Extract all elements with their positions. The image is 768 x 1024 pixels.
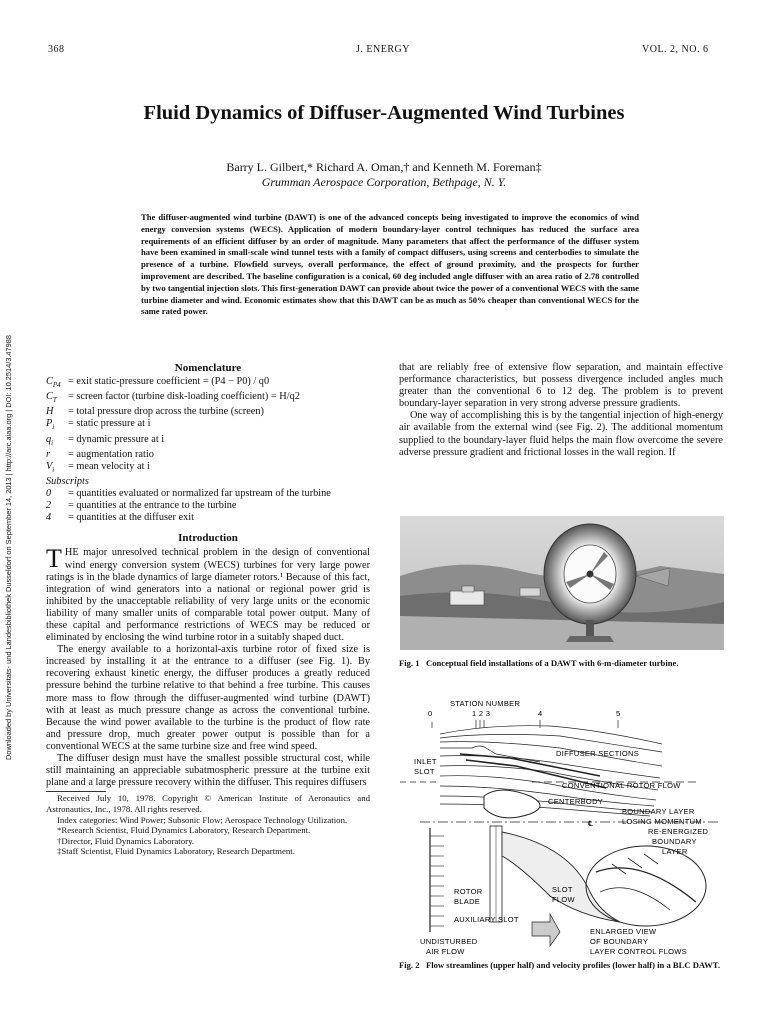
figure-1 — [400, 516, 724, 650]
station-123: 1 2 3 — [472, 709, 491, 718]
subscript-item: 4 = quantities at the diffuser exit — [46, 512, 195, 524]
footnote-index: Index categories: Wind Power; Subsonic Flow; Aerospace Technology Utilization. — [57, 814, 348, 825]
of-boundary-label: OF BOUNDARY — [590, 937, 649, 946]
download-notice: Downloaded by Universitats- und Landesbibliothek Dusseldorf on September 14, 2013 | http://arc.aiaa.org | DOI: 10.2514/3.47988 — [4, 335, 13, 760]
rotor-label: ROTOR — [454, 887, 483, 896]
download-sidebar — [4, 280, 16, 760]
affiliation: Grumman Aerospace Corporation, Bethpage, N. Y. — [261, 175, 507, 189]
nomenclature-item: $q_i$ = dynamic pressure at i — [46, 433, 165, 447]
nomenclature-heading: Nomenclature — [174, 362, 242, 374]
paper-title: Fluid Dynamics of Diffuser-Augmented Wind Turbines — [143, 102, 625, 124]
undisturbed-label: UNDISTURBED — [420, 937, 478, 946]
drop-cap: T — [46, 544, 62, 574]
nomenclature-item: $P_i$ = static pressure at i — [46, 418, 151, 432]
nomenclature-list — [46, 376, 370, 524]
subscripts-heading: Subscripts — [46, 475, 89, 487]
station-4: 4 — [538, 709, 543, 718]
right-column-text — [399, 362, 723, 459]
nomenclature-item: $C_T$ = screen factor (turbine disk-loading coefficient) = H/q2 — [46, 391, 300, 405]
journal-name: J. ENERGY — [356, 44, 410, 55]
subscript-item: 0 = quantities evaluated or normalized far upstream of the turbine — [46, 488, 331, 500]
footnote-author-3: ‡Staff Scientist, Fluid Dynamics Laboratory, Research Department. — [57, 846, 295, 857]
air-flow-label: AIR FLOW — [426, 947, 465, 954]
authors-block — [0, 160, 768, 190]
abstract: The diffuser-augmented wind turbine (DAWT) is one of the advanced concepts being investigated to improve the economics of wind energy conversion systems (WECS). Application of modern boundary-layer control techniques has reduced the surface area requirements of an efficient diffuser by an order of magnitude. Many parameters that affect the performance of the diffuser system have been examined in small-scale wind tunnel tests with a family of compact diffusers, using screens and centerbodies to simulate the presence of a turbine. Flowfield surveys, overall performance, the effect of ground proximity, and the prospects for further improvement are described. The baseline configuration is a conical, 60 deg included angle diffuser with an area ratio of 2.78 controlled by two tangential injection slots. This first-generation DAWT can provide about twice the power of a conventional WECS with the same turbine diameter and wind. Economic estimates show that this DAWT can be as much as 50% cheaper than conventional WECS for the same rated power. — [141, 212, 639, 317]
blade-label: BLADE — [454, 897, 481, 906]
intro-paragraph-2: The energy available to a horizontal-axis turbine rotor of fixed size is increased by installing it at the entrance to a diffuser (see Fig. 1). By recovering exhaust kinetic energy, the diffuser produces a greatly reduced pressure behind the turbine relative to that behind a free turbine. This causes more mass to flow through the diffuser-augmented wind turbine (DAWT) with at least as much pressure change as across the conventional turbine. Because the wind power available to the turbine is the product of flow rate and pressure drop, much greater power output is possible than for a conventional WECS at the same turbine size and free wind speed. — [46, 644, 370, 752]
subscript-item: 2 = quantities at the entrance to the turbine — [46, 500, 237, 512]
conventional-rotor-flow-label: CONVENTIONAL ROTOR FLOW — [562, 781, 681, 790]
slot-flow-label-1: SLOT — [552, 885, 573, 894]
author-names: Barry L. Gilbert,* Richard A. Oman,† and Kenneth M. Foreman‡ — [226, 160, 542, 174]
centerline-label: ℄ — [588, 819, 594, 828]
inlet-label: INLET — [414, 757, 437, 766]
auxiliary-slot-label: AUXILIARY SLOT — [454, 915, 519, 924]
re-energized-boundary-label: BOUNDARY — [652, 837, 697, 846]
figure-2-caption — [399, 960, 725, 971]
losing-momentum-label: LOSING MOMENTUM — [622, 817, 702, 826]
footnotes — [46, 793, 370, 857]
intro-paragraph-1: THE major unresolved technical problem in the design of conventional wind energy conversion system (WECS) turbines for very large power ratings is in the blade dynamics of large diameter rotors.¹ Because of this fact, integration of wind generators into a national or regional power grid is inhibited by the unacceptable reliability of very large units or the economic liability of many smaller units of comparable total power output. Many of these capital and performance restrictions of WECS may be reduced or eliminated by enclosing the wind turbine rotor in a suitably shaped duct. — [46, 544, 370, 644]
layer-control-flows-label: LAYER CONTROL FLOWS — [590, 947, 687, 954]
figure-2-caption-text: Flow streamlines (upper half) and velocity profiles (lower half) in a BLC DAWT. — [425, 960, 720, 970]
figure-1-caption — [399, 658, 725, 669]
slot-label: SLOT — [414, 767, 435, 776]
diffuser-sections-label: DIFFUSER SECTIONS — [556, 749, 640, 758]
figure-1-label: Fig. 1 — [399, 658, 420, 668]
nomenclature-item: r = augmentation ratio — [46, 448, 154, 460]
col2-paragraph-2: One way of accomplishing this is by the tangential injection of high-energy air available from the external wind (see Fig. 2). The additional momentum supplied to the boundary-layer fluid helps the main flow overcome the severe adverse pressure gradient and frictional losses in the wall region. If — [399, 410, 723, 458]
slot-flow-label-2: FLOW — [552, 895, 575, 904]
re-energized-layer-label: LAYER — [662, 847, 688, 856]
footnote-received: Received July 10, 1978. Copyright © American Institute of Aeronautics and Astronautics, Inc., 1978. All rights reserved. — [46, 793, 370, 814]
page-number: 368 — [48, 44, 65, 55]
col2-paragraph-1: that are reliably free of extensive flow separation, and maintain effective performance characteristics, but possess divergence included angles much greater than the conventional 6 to 12 deg. The problem is to prevent boundary-layer separation in very strong adverse pressure gradients. — [399, 362, 723, 410]
volume-info: VOL. 2, NO. 6 — [642, 44, 709, 55]
introduction-heading: Introduction — [178, 532, 238, 545]
figure-2-label: Fig. 2 — [399, 960, 420, 970]
footnote-author-1: *Research Scientist, Fluid Dynamics Laboratory, Research Department. — [57, 825, 311, 836]
nomenclature-item: H = total pressure drop across the turbine (screen) — [46, 406, 264, 418]
nomenclature-item: $V_i$ = mean velocity at i — [46, 460, 150, 474]
footnote-rule — [46, 791, 106, 792]
station-0: 0 — [428, 709, 433, 718]
nomenclature-item: $C_{P4}$ = exit static-pressure coefficient = (P4 − P0) / q0 — [46, 376, 270, 390]
figure-1-caption-text: Conceptual field installations of a DAWT with 6-m-diameter turbine. — [425, 658, 679, 668]
station-number-label: STATION NUMBER — [450, 699, 521, 708]
enlarged-view-label: ENLARGED VIEW — [590, 927, 657, 936]
centerbody-label: CENTERBODY — [548, 797, 604, 806]
footnote-author-2: †Director, Fluid Dynamics Laboratory. — [57, 835, 195, 846]
boundary-layer-label: BOUNDARY LAYER — [622, 807, 695, 816]
station-5: 5 — [616, 709, 621, 718]
intro-paragraph-3: The diffuser design must have the smallest possible structural cost, while still maintaining an appreciable subatmospheric pressure at the turbine exit plane and a large pressure recovery within the diffuser. This requires diffusers — [46, 753, 370, 789]
flow-streamlines-diagram — [400, 696, 724, 954]
figure-2 — [400, 696, 724, 954]
left-column — [46, 362, 370, 857]
re-energized-label: RE-ENERGIZED — [648, 827, 709, 836]
dawt-field-installation-image — [400, 516, 724, 650]
